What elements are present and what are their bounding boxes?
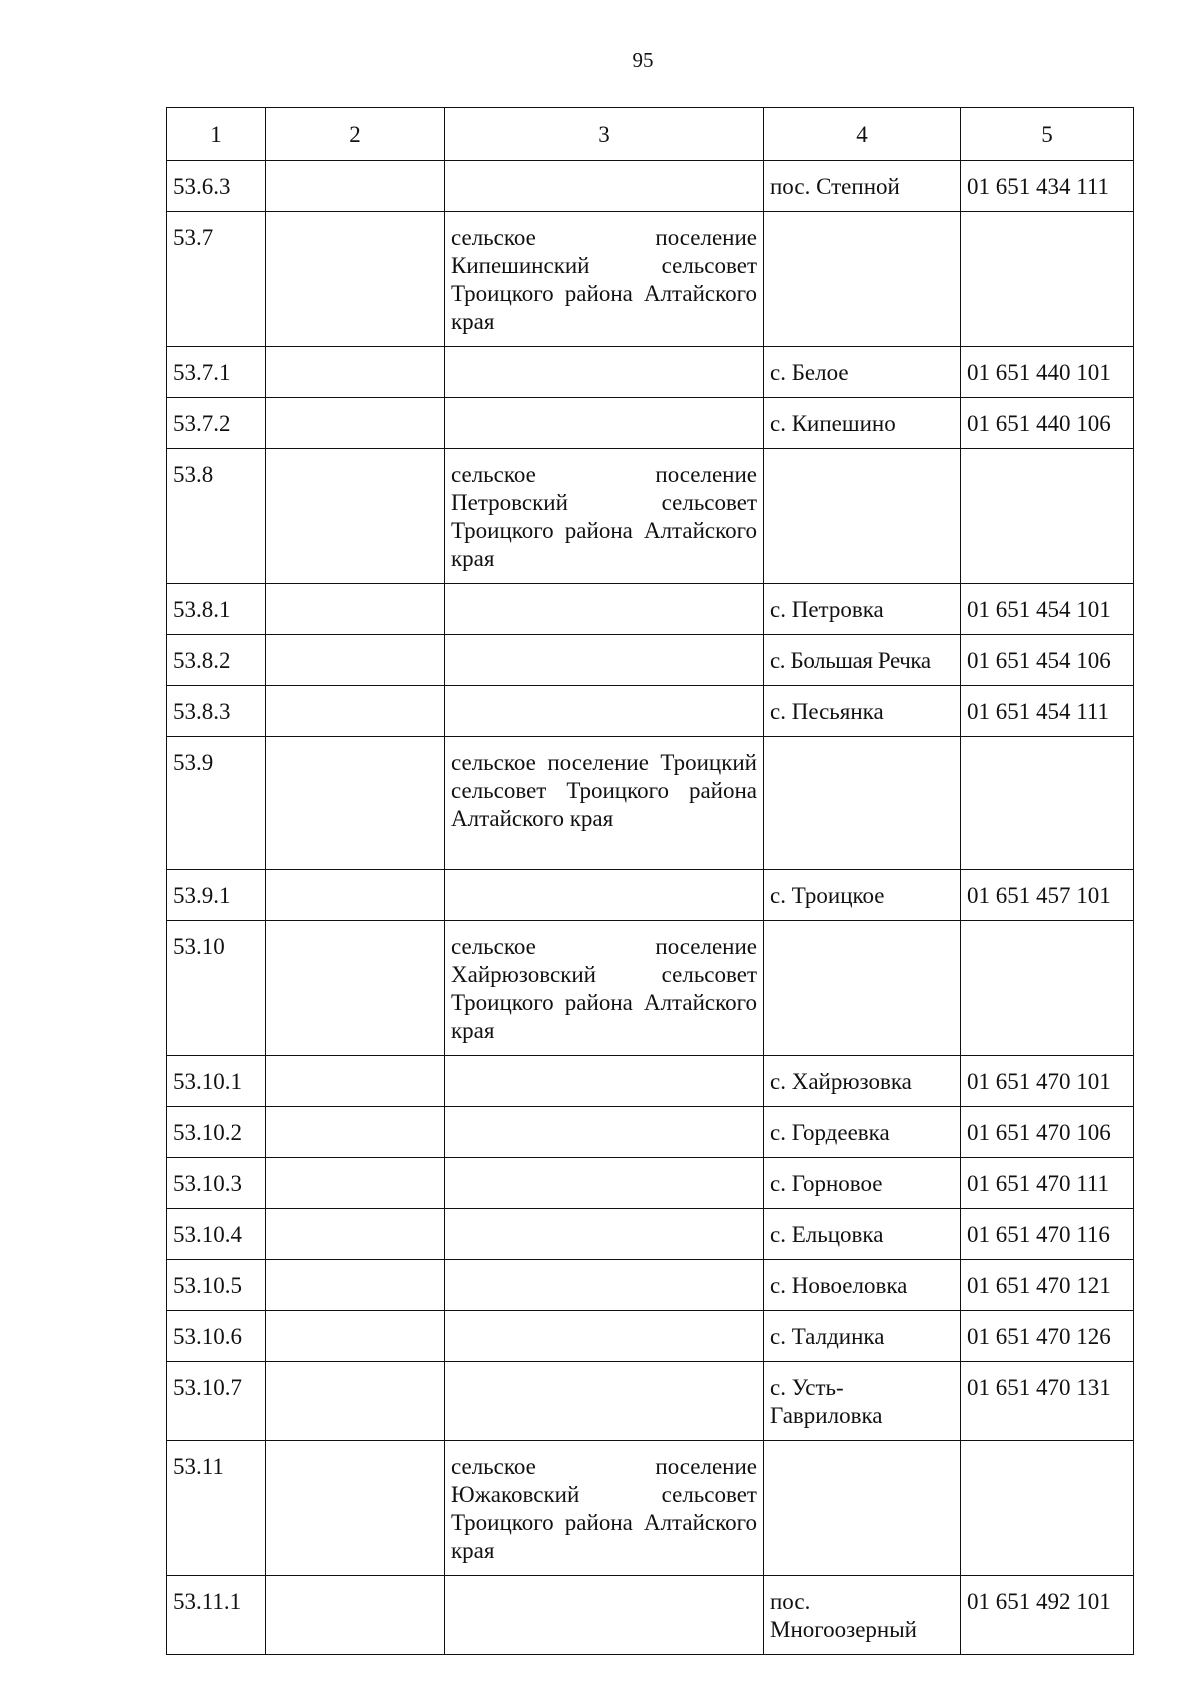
okato-code: 01 651 470 116 [961, 1209, 1134, 1260]
header-col-4: 4 [764, 108, 961, 161]
okato-code: 01 651 470 126 [961, 1311, 1134, 1362]
locality-name [764, 921, 961, 1056]
locality-name [764, 212, 961, 347]
row-number: 53.10.1 [167, 1056, 266, 1107]
locality-name: пос. Многоозерный [764, 1576, 961, 1655]
row-number: 53.11 [167, 1441, 266, 1576]
settlement-description [445, 1311, 764, 1362]
table-row [167, 1362, 1134, 1441]
row-number: 53.7 [167, 212, 266, 347]
settlement-description [445, 347, 764, 398]
settlement-description [445, 161, 764, 212]
locality-name [764, 737, 961, 870]
settlement-description [445, 686, 764, 737]
cell-col-2 [266, 686, 445, 737]
settlement-description [445, 1158, 764, 1209]
table-row [167, 686, 1134, 737]
settlement-description [445, 635, 764, 686]
row-number: 53.10.5 [167, 1260, 266, 1311]
settlement-description: сельское поселение Петровский сельсовет Троицкого района Алтайского края [445, 449, 764, 584]
row-number: 53.7.2 [167, 398, 266, 449]
row-number: 53.6.3 [167, 161, 266, 212]
table-row [167, 1260, 1134, 1311]
settlement-description [445, 1362, 764, 1441]
locality-name: с. Ельцовка [764, 1209, 961, 1260]
row-number: 53.8 [167, 449, 266, 584]
locality-name: с. Большая Речка [764, 635, 961, 686]
settlement-description: сельское поселение Южаковский сельсовет Троицкого района Алтайского края [445, 1441, 764, 1576]
cell-col-2 [266, 1441, 445, 1576]
row-number: 53.11.1 [167, 1576, 266, 1655]
okato-code: 01 651 454 101 [961, 584, 1134, 635]
locality-name: с. Горновое [764, 1158, 961, 1209]
header-col-5: 5 [961, 108, 1134, 161]
cell-col-2 [266, 398, 445, 449]
okato-code [961, 1441, 1134, 1576]
locality-name: с. Белое [764, 347, 961, 398]
row-number: 53.9 [167, 737, 266, 870]
table-row [167, 449, 1134, 584]
locality-name: с. Гордеевка [764, 1107, 961, 1158]
okato-code: 01 651 492 101 [961, 1576, 1134, 1655]
cell-col-2 [266, 1311, 445, 1362]
header-col-1: 1 [167, 108, 266, 161]
row-number: 53.9.1 [167, 870, 266, 921]
okato-code: 01 651 434 111 [961, 161, 1134, 212]
row-number: 53.7.1 [167, 347, 266, 398]
locality-name: с. Талдинка [764, 1311, 961, 1362]
locality-name [764, 1441, 961, 1576]
row-number: 53.10.7 [167, 1362, 266, 1441]
cell-col-2 [266, 1056, 445, 1107]
table-row [167, 870, 1134, 921]
table-row [167, 635, 1134, 686]
table-row [167, 1441, 1134, 1576]
cell-col-2 [266, 1209, 445, 1260]
cell-col-2 [266, 1107, 445, 1158]
settlement-description [445, 1576, 764, 1655]
okato-code [961, 737, 1134, 870]
row-number: 53.10 [167, 921, 266, 1056]
header-col-3: 3 [445, 108, 764, 161]
row-number: 53.8.1 [167, 584, 266, 635]
table-row [167, 1209, 1134, 1260]
table-row [167, 212, 1134, 347]
header-row [167, 108, 1134, 161]
okato-code: 01 651 470 101 [961, 1056, 1134, 1107]
okato-code: 01 651 454 106 [961, 635, 1134, 686]
settlement-table [166, 107, 1134, 1655]
table-row [167, 161, 1134, 212]
settlement-description [445, 1056, 764, 1107]
okato-code: 01 651 470 121 [961, 1260, 1134, 1311]
locality-name: с. Песьянка [764, 686, 961, 737]
row-number: 53.10.6 [167, 1311, 266, 1362]
table-row [167, 1576, 1134, 1655]
locality-name: с. Усть-Гавриловка [764, 1362, 961, 1441]
settlement-description: сельское поселение Кипешинский сельсовет Троицкого района Алтайского края [445, 212, 764, 347]
row-number: 53.8.2 [167, 635, 266, 686]
cell-col-2 [266, 1576, 445, 1655]
cell-col-2 [266, 1158, 445, 1209]
table-row [167, 921, 1134, 1056]
cell-col-2 [266, 1260, 445, 1311]
cell-col-2 [266, 870, 445, 921]
row-number: 53.10.4 [167, 1209, 266, 1260]
cell-col-2 [266, 449, 445, 584]
locality-name: с. Троицкое [764, 870, 961, 921]
okato-code [961, 212, 1134, 347]
okato-code: 01 651 440 106 [961, 398, 1134, 449]
table-row [167, 398, 1134, 449]
okato-code: 01 651 454 111 [961, 686, 1134, 737]
settlement-description [445, 870, 764, 921]
settlement-description [445, 398, 764, 449]
locality-name: с. Кипешино [764, 398, 961, 449]
settlement-description [445, 1209, 764, 1260]
table-row [167, 1107, 1134, 1158]
okato-code: 01 651 470 131 [961, 1362, 1134, 1441]
settlement-description [445, 1260, 764, 1311]
settlement-description: сельское поселение Троицкий сельсовет Троицкого района Алтайского края [445, 737, 764, 870]
locality-name: с. Новоеловка [764, 1260, 961, 1311]
row-number: 53.10.2 [167, 1107, 266, 1158]
okato-code: 01 651 457 101 [961, 870, 1134, 921]
cell-col-2 [266, 161, 445, 212]
cell-col-2 [266, 635, 445, 686]
settlement-description [445, 1107, 764, 1158]
table-row [167, 1056, 1134, 1107]
row-number: 53.10.3 [167, 1158, 266, 1209]
locality-name: с. Хайрюзовка [764, 1056, 961, 1107]
cell-col-2 [266, 212, 445, 347]
table-row [167, 1311, 1134, 1362]
cell-col-2 [266, 1362, 445, 1441]
okato-code [961, 449, 1134, 584]
locality-name: с. Петровка [764, 584, 961, 635]
locality-name: пос. Степной [764, 161, 961, 212]
locality-name [764, 449, 961, 584]
settlement-description: сельское поселение Хайрюзовский сельсовет Троицкого района Алтайского края [445, 921, 764, 1056]
table-row [167, 737, 1134, 870]
settlement-description [445, 584, 764, 635]
table-row [167, 584, 1134, 635]
okato-code [961, 921, 1134, 1056]
okato-code: 01 651 470 106 [961, 1107, 1134, 1158]
page-number: 95 [632, 48, 654, 72]
table-row [167, 347, 1134, 398]
okato-code: 01 651 470 111 [961, 1158, 1134, 1209]
okato-code: 01 651 440 101 [961, 347, 1134, 398]
header-col-2: 2 [266, 108, 445, 161]
cell-col-2 [266, 584, 445, 635]
table-row [167, 1158, 1134, 1209]
cell-col-2 [266, 921, 445, 1056]
row-number: 53.8.3 [167, 686, 266, 737]
cell-col-2 [266, 737, 445, 870]
cell-col-2 [266, 347, 445, 398]
